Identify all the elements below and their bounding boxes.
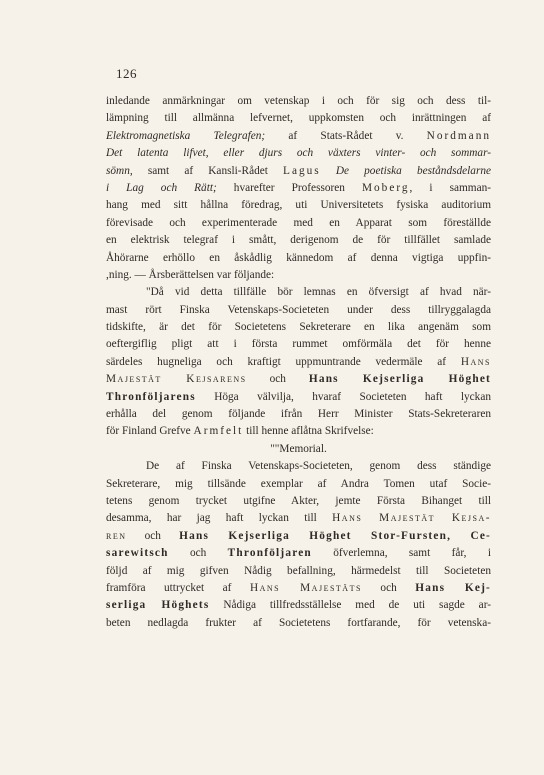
text-line-9: en elektrisk telegraf i smått, derigenom de för tillfället samlade xyxy=(106,234,491,247)
text-line-27: sarewitsch och Thronföljaren öfverlemna, samt får, i xyxy=(106,547,491,560)
memorial-heading: ""Memorial. xyxy=(270,442,327,455)
text-line-28: följd af mig gifven Nådig befallning, härmedelst till Societeten xyxy=(106,564,491,577)
text-line-10: Åhörarne erhöllo en åskådlig kännedom af denna vigtiga uppfin- xyxy=(106,251,491,264)
text-line-7: hang med sitt hållna föredrag, uti Universitetets fysiska auditorium xyxy=(106,199,491,212)
text-line-16: särdeles hugneliga och kraftigt uppmuntrande vedermäle af Hans xyxy=(106,355,491,368)
text-line-4: Det latenta lifvet, eller djurs och växters vinter- och sommar- xyxy=(106,147,491,160)
text-line-18: Thronföljarens Höga välvilja, hvaraf Societeten haft lyckan xyxy=(106,390,491,403)
text-line-8: förevisade och experimenterade med en Apparat som föreställde xyxy=(106,216,491,229)
page-number: 126 xyxy=(116,66,137,81)
text-line-11: ,ning. — Årsberättelsen var följande: xyxy=(106,268,275,281)
text-line-6: i Lag och Rätt; hvarefter Professoren Moberg, i samman- xyxy=(106,181,491,194)
text-line-31: beten nedlagda frukter af Societetens fortfarande, för vetenska- xyxy=(106,616,491,629)
text-line-5: sömn, samt af Kansli-Rådet Lagus De poetiska beståndsdelarne xyxy=(106,164,491,177)
text-line-24: tetens genom trycket utgifne Akter, jemte Första Bihanget till xyxy=(106,494,491,507)
text-line-19: erhålla del genom följande ifrån Herr Minister Stats-Sekreteraren xyxy=(106,408,491,421)
text-line-26: ren och Hans Kejserliga Höghet Stor-Fursten, Ce- xyxy=(106,529,491,542)
text-line-2: lämpning till allmänna lefvernet, uppkomsten och inrättningen af xyxy=(106,112,491,125)
text-line-3: Elektromagnetiska Telegrafen; af Stats-Rådet v. Nordmann xyxy=(106,129,491,142)
text-line-12: "Då vid detta tillfälle bör lemnas en öfversigt af hvad när- xyxy=(146,286,491,299)
text-line-30: serliga Höghets Nådiga tillfredsställelse med de uti sagde ar- xyxy=(106,599,491,612)
text-line-13: mast rört Finska Vetenskaps-Societeten under dess tillryggalagda xyxy=(106,303,491,316)
text-line-1: inledande anmärkningar om vetenskap i och för sig och dess til- xyxy=(106,95,491,107)
text-line-14: tidskifte, är det för Societetens Sekreterare en lika angenäm som xyxy=(106,321,491,334)
text-line-23: Sekreterare, mig tillsände exemplar af Andra Tomen utaf Socie- xyxy=(106,477,491,490)
text-line-22: De af Finska Vetenskaps-Societeten, genom dess ständige xyxy=(146,460,491,473)
body-text xyxy=(106,93,491,632)
text-line-20: för Finland Grefve Armfelt till henne aflåtna Skrifvelse: xyxy=(106,425,374,438)
text-line-15: oeftergiflig pligt att i första rummet omförmäla det för henne xyxy=(106,338,491,351)
text-line-29: framföra uttrycket af Hans Majestäts och Hans Kej- xyxy=(106,581,491,594)
text-line-25: desamma, har jag haft lyckan till Hans Majestät Kejsa- xyxy=(106,512,491,525)
text-line-17: Majestät Kejsarens och Hans Kejserliga Höghet xyxy=(106,373,491,386)
